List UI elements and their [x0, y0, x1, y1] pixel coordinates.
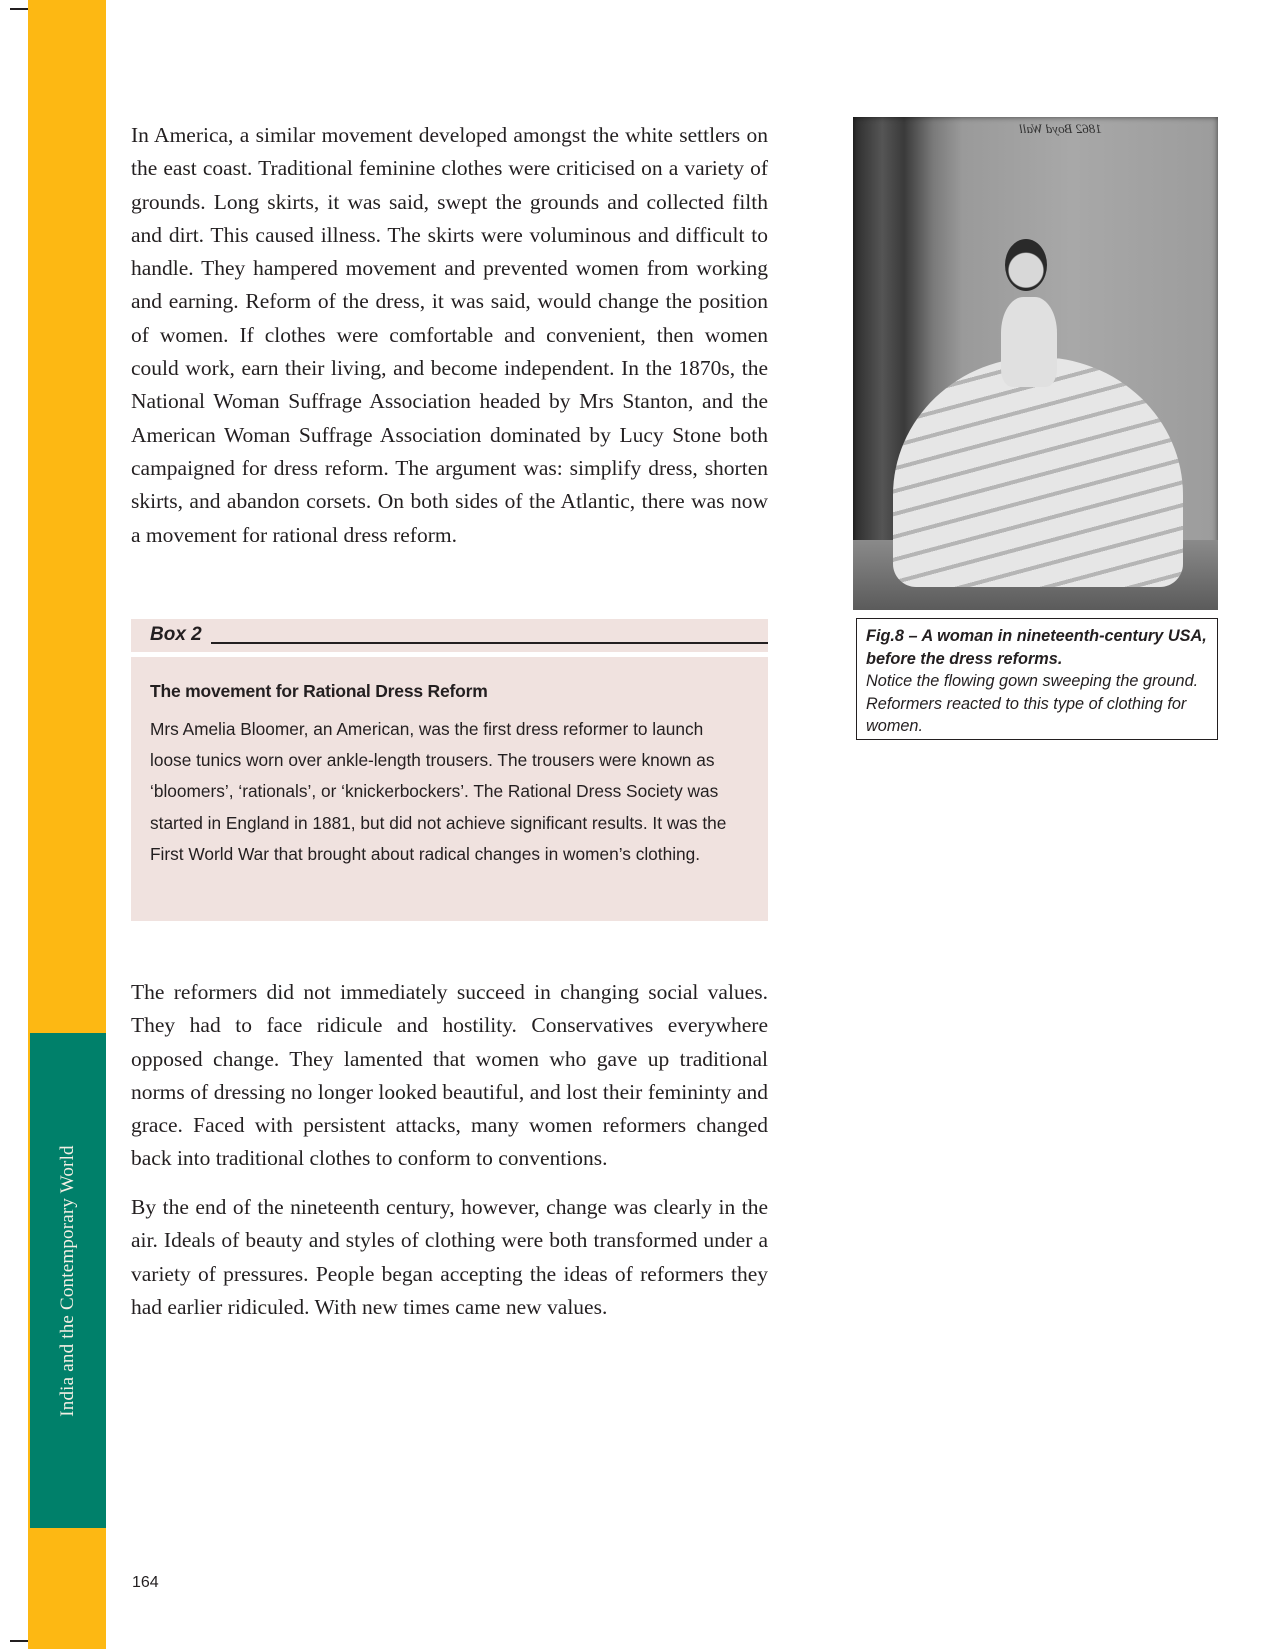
box-header-rule	[211, 642, 768, 644]
figure-photo-woman-gown	[853, 117, 1218, 610]
book-title-text: India and the Contemporary World	[57, 1144, 79, 1417]
box-label: Box 2	[150, 624, 202, 645]
figure-caption	[856, 618, 1218, 740]
paragraph-end-of-century: By the end of the nineteenth century, however, change was clearly in the air. Ideals of beauty and styles of clothing were both transformed under a variety of pressures. People began accepting the ideas of reformers they had earlier ridiculed. With new times came new values.	[131, 1195, 768, 1319]
page-number: 164	[132, 1574, 159, 1591]
caption-text: Notice the flowing gown sweeping the ground. Reformers reacted to this type of clothing for women.	[866, 672, 1199, 735]
box-header	[131, 619, 768, 652]
box-title: The movement for Rational Dress Reform	[150, 681, 488, 701]
crop-mark-bottom	[10, 1640, 28, 1642]
box-body	[131, 657, 768, 921]
paragraph-reformers-ridicule: The reformers did not immediately succeed in changing social values. They had to face ridicule and hostility. Conservatives everywhere opposed change. They lamented that women who gave up traditional norms of dressing no longer looked beautiful, and lost their femininty and grace. Faced with persistent attacks, many women reformers changed back into traditional clothes to conform to conventions.	[131, 980, 768, 1171]
photo-torso	[1001, 297, 1057, 387]
sidebar-book-title	[30, 1033, 106, 1528]
paragraph-america-movement: In America, a similar movement developed amongst the white settlers on the east coast. Traditional feminine clothes were criticised on a variety of grounds. Long skirts, it was said, swept the grounds and collected filth and dirt. This caused illness. The skirts were voluminous and difficult to handle. They hampered movement and prevented women from working and earning. Reform of the dress, it was said, would change the position of women. If clothes were comfortable and convenient, then women could work, earn their living, and become independent. In the 1870s, the National Woman Suffrage Association headed by Mrs Stanton, and the American Woman Suffrage Association dominated by Lucy Stone both campaigned for dress reform. The argument was: simplify dress, shorten skirts, and abandon corsets. On both sides of the Atlantic, there was now a movement for rational dress reform.	[131, 123, 768, 547]
photo-inscription: 1862 Boyd Wall	[1019, 121, 1102, 136]
photo-gown	[893, 357, 1183, 587]
photo-head	[1005, 239, 1047, 291]
box-text: Mrs Amelia Bloomer, an American, was the first dress reformer to launch loose tunics worn over ankle-length trousers. The trousers were known as ‘bloomers’, ‘rationals’, or ‘knickerbockers’. The Rational Dress Society was started in England in 1881, but did not achieve significant results. It was the First World War that brought about radical changes in women’s clothing.	[150, 719, 727, 864]
caption-title: Fig.8 – A woman in nineteenth-century USA, before the dress reforms.	[866, 627, 1207, 668]
crop-mark-top	[10, 8, 28, 10]
